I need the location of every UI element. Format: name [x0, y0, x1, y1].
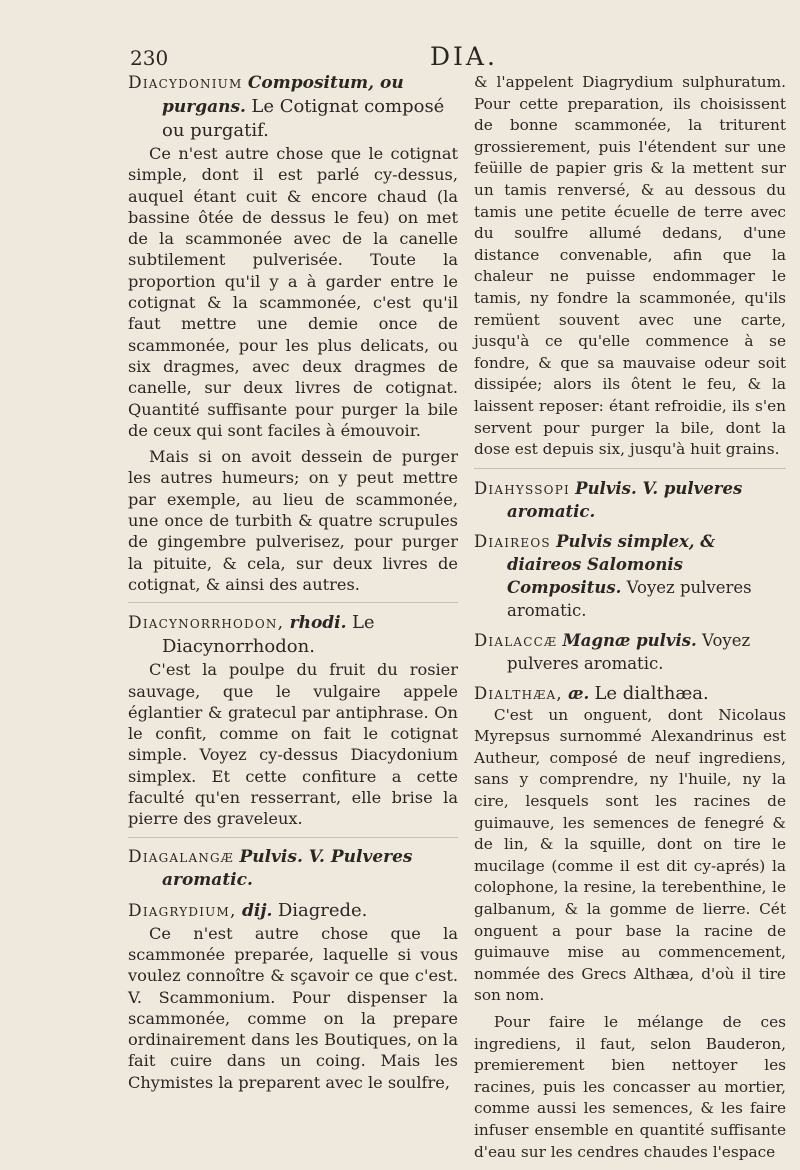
entry-latin: Pulvis. V. pulveres aromatic.	[507, 478, 743, 521]
entry-paragraph: C'est la poulpe du fruit du rosier sauvage, que le vulgaire appele églantier & gratecul par antiphrase. On le confit, comme on fait le cotignat simple. Voyez cy-dessus Diacydonium simplex. Et cette confiture a cette faculté qu'en resserrant, elle brise la pierre des graveleux.	[128, 660, 458, 829]
entry-paragraph: Ce n'est autre chose que le cotignat simple, dont il est parlé cy-dessus, auquel étant cuit & encore chaud (la bassine ôtée de dessus le feu) on met de la scammonée avec de la canelle subtilement pulverisée. Toute la proportion qu'il y a à garder entre le cotignat & la scammonée, c'est qu'il faut mettre une demie once de scammonée, pour les plus delicats, ou six dragmes, avec deux dragmes de canelle, sur deux livres de cotignat. Quantité suffisante pour purger la bile de ceux qui sont faciles à émouvoir.	[128, 144, 458, 440]
headword	[128, 899, 458, 923]
entry-gloss: Voyez pulveres aromatic.	[507, 577, 752, 620]
entry-diacydonium	[128, 72, 458, 595]
entry-term: Dialaccæ	[474, 630, 558, 650]
headword	[474, 629, 786, 675]
entry-dialaccae	[474, 629, 786, 675]
entry-gloss: Le Cotignat composé ou purgatif.	[162, 96, 445, 141]
entry-term: Diacydonium	[128, 73, 243, 93]
entry-diacynorrhodon	[128, 611, 458, 829]
running-head: DIA.	[430, 42, 498, 71]
entry-paragraph: Mais si on avoit dessein de purger les autres humeurs; on y peut mettre par exemple, au lieu de scammonée, une once de turbith & quatre scrupules de gingembre pulverisez, pour purger la pituite, & cela, sur deux livres de cotignat, & ainsi des autres.	[128, 447, 458, 594]
entry-term: Diagrydium,	[128, 900, 237, 921]
entry-paragraph: Pour faire le mélange de ces ingrediens, il faut, selon Bauderon, premierement bien nettoyer les racines, puis les concasser au mortier, comme aussi les semences, & les faire infuser ensemble en quantité suffisante d'eau sur les cendres chaudes l'espace	[474, 1013, 786, 1161]
headword	[128, 72, 458, 143]
entry-latin: æ.	[568, 683, 590, 703]
entry-term: Diacynorrhodon,	[128, 613, 285, 634]
entry-latin: rhodi.	[289, 613, 347, 634]
entry-gloss: Voyez pulveres aromatic.	[507, 630, 751, 673]
headword	[474, 682, 786, 705]
entry-diahyssopi	[474, 477, 786, 523]
entry-diaireos	[474, 530, 786, 622]
left-column	[128, 72, 458, 1100]
entry-latin: Pulvis simplex, & diaireos Salomonis Compositus.	[507, 531, 716, 597]
entry-latin: Magnæ pulvis.	[562, 630, 697, 650]
entry-divider	[128, 837, 458, 838]
entry-latin: dij.	[241, 900, 273, 921]
entry-paragraph: & l'appelent Diagrydium sulphuratum. Pour cette preparation, ils choisissent de bonne scammonée, la triturent grossierement, puis l'étendent sur une feüille de papier gris & la mettent sur un tamis renversé, & au dessous du tamis une petite écuelle de terre avec du soulfre allumé dedans, d'une distance convenable, afin que la chaleur ne puisse endommager le tamis, ny fondre la scammonée, qu'ils remüent souvent avec une carte, jusqu'à ce qu'elle commence à se fondre, & que sa mauvaise odeur soit dissipée; alors ils ôtent le feu, & la laissent reposer: étant refroidie, ils s'en servent pour purger la bile, dont la dose est depuis six, jusqu'à huit grains.	[474, 73, 786, 459]
entry-gloss: Le Diacynorrhodon.	[162, 612, 375, 658]
headword	[474, 530, 786, 622]
page-number: 230	[130, 46, 169, 70]
entry-term: Diagalangæ	[128, 846, 235, 867]
headword	[128, 611, 458, 659]
headword	[474, 477, 786, 523]
entry-paragraph: Ce n'est autre chose que la scammonée preparée, laquelle si vous voulez connoître & sçavoir ce que c'est. V. Scammonium. Pour dispenser la scammonée, comme on la prepare ordinairement dans les Boutiques, on la fait cuire dans un coing. Mais les Chymistes la preparent avec le soulfre,	[128, 923, 458, 1092]
entry-divider	[128, 602, 458, 603]
right-column	[474, 72, 786, 1170]
page-header	[130, 42, 790, 72]
entry-term: Dialthæa,	[474, 683, 563, 703]
headword	[128, 846, 458, 892]
entry-diagalangae	[128, 846, 458, 892]
entry-gloss: Diagrede.	[277, 899, 368, 921]
entry-paragraph: C'est un onguent, dont Nicolaus Myrepsus surnommé Alexandrinus est Autheur, composé de neuf ingrediens, sans y comprendre, ny l'huile, ny la cire, lesquels sont les racines de guimauve, les semences de fenegré & de lin, & la squille, dont on tire le mucilage (comme il est dit cy-aprés) la colophone, la resine, la terebenthine, le galbanum, & la gomme de lierre. Cét onguent a pour base la racine de guimauve mise au commencement, nommée des Grecs Althæa, d'où il tire son nom.	[474, 705, 786, 1005]
entry-term: Diahyssopi	[474, 478, 570, 498]
entry-diagrydium-continued	[474, 72, 786, 461]
entry-divider	[474, 468, 786, 469]
entry-diagrydium	[128, 899, 458, 1093]
entry-gloss: Le dialthæa.	[594, 682, 709, 704]
entry-dialthaea	[474, 682, 786, 1163]
entry-latin: Pulvis. V. Pulveres aromatic.	[162, 846, 413, 890]
entry-latin: Compositum, ou purgans.	[162, 73, 404, 117]
entry-term: Diaireos	[474, 531, 551, 551]
